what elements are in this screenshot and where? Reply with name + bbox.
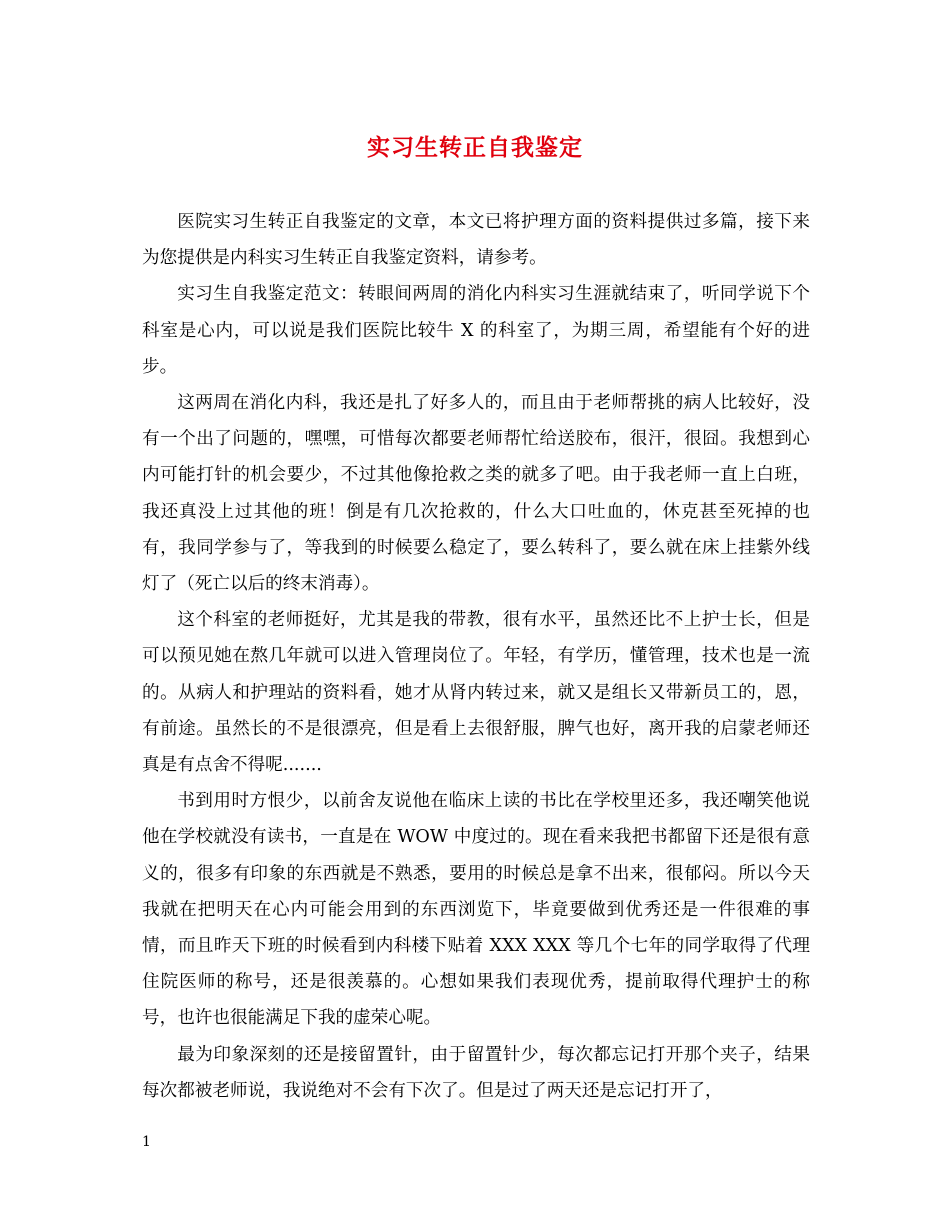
paragraph-digestive-dept: 这两周在消化内科，我还是扎了好多人的，而且由于老师帮挑的病人比较好，没有一个出了问题的，嘿嘿，可惜每次都要老师帮忙给送胶布，很汗，很囧。我想到心内可能打针的机会要少，不过其他像抢救之类的就多了吧。由于我老师一直上白班，我还真没上过其他的班！倒是有几次抢救的，什么大口吐血的，休克甚至死掉的也有，我同学参与了，等我到的时候要么稳定了，要么转科了，要么就在床上挂紫外线灯了（死亡以后的终末消毒）。 <box>142 393 810 595</box>
page-number: 1 <box>142 1134 151 1150</box>
paragraph-teacher: 这个科室的老师挺好，尤其是我的带教，很有水平，虽然还比不上护士长，但是可以预见她在熬几年就可以进入管理岗位了。年轻，有学历，懂管理，技术也是一流的。从病人和护理站的资料看，她才从肾内转过来，就又是组长又带新员工的，恩，有前途。虽然长的不是很漂亮，但是看上去很舒服，脾气也好，离开我的启蒙老师还真是有点舍不得呢....... <box>142 610 810 776</box>
document-title: 实习生转正自我鉴定 <box>367 134 583 161</box>
paragraph-sample-opening: 实习生自我鉴定范文：转眼间两周的消化内科实习生涯就结束了，听同学说下个科室是心内，可以说是我们医院比较牛 X 的科室了，为期三周，希望能有个好的进步。 <box>142 284 810 377</box>
paragraph-indwelling-needle: 最为印象深刻的还是接留置针，由于留置针少，每次都忘记打开那个夹子，结果每次都被老师说，我说绝对不会有下次了。但是过了两天还是忘记打开了， <box>142 1044 810 1101</box>
document-body <box>142 204 810 1109</box>
paragraph-reading: 书到用时方恨少，以前舍友说他在临床上读的书比在学校里还多，我还嘲笑他说他在学校就没有读书，一直是在 WOW 中度过的。现在看来我把书都留下还是很有意义的，很多有印象的东西就是不熟悉，要用的时候总是拿不出来，很郁闷。所以今天我就在把明天在心内可能会用到的东西浏览下，毕竟要做到优秀还是一件很难的事情，而且昨天下班的时候看到内科楼下贴着 XXX XXX 等几个七年的同学取得了代理住院医师的称号，还是很羡慕的。心想如果我们表现优秀，提前取得代理护士的称号，也许也很能满足下我的虚荣心呢。 <box>142 791 810 1029</box>
paragraph-intro: 医院实习生转正自我鉴定的文章，本文已将护理方面的资料提供过多篇，接下来为您提供是内科实习生转正自我鉴定资料，请参考。 <box>142 212 810 269</box>
